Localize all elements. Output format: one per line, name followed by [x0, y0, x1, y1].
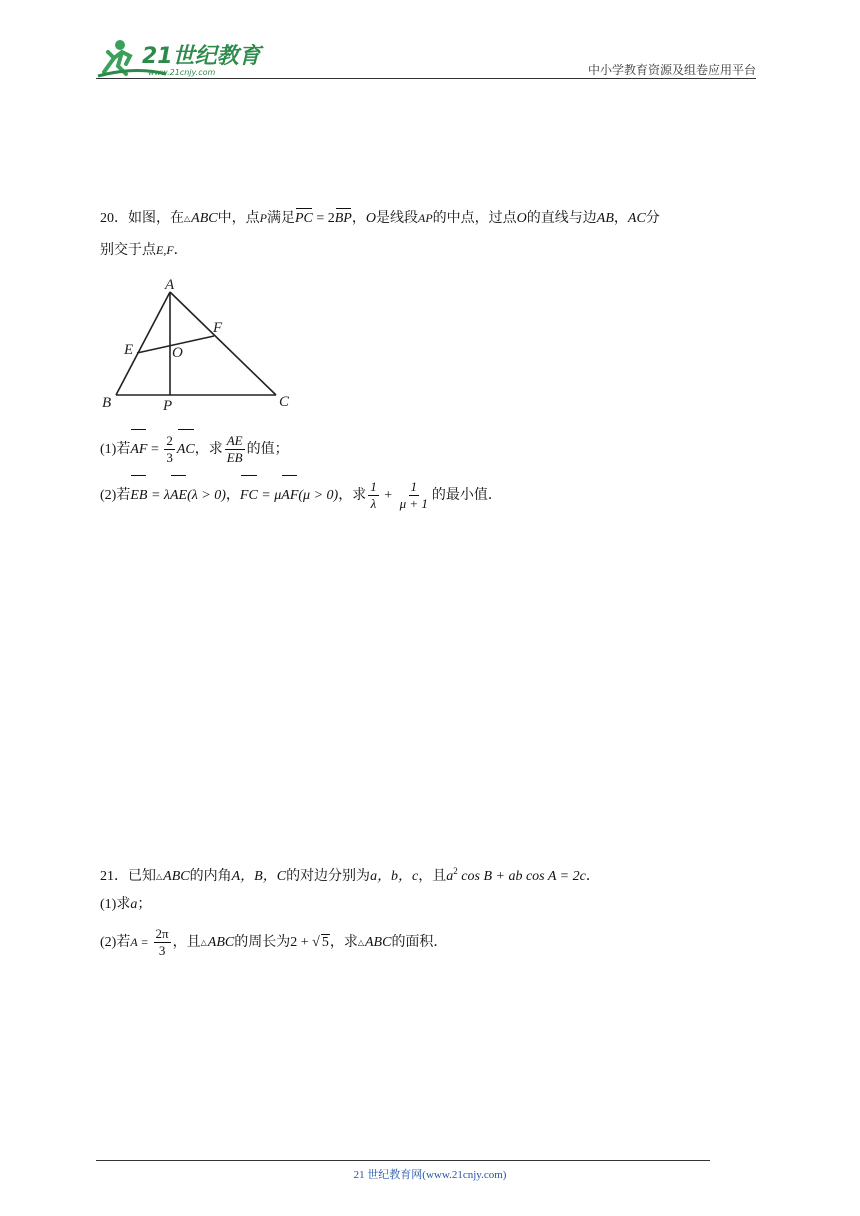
q21-text: 的周长为 — [234, 935, 291, 950]
denominator: μ + 1 — [399, 496, 428, 512]
edge-ab: AB — [596, 211, 614, 226]
q20-text: 如图，在 — [128, 211, 184, 226]
triangle-symbol: △ — [156, 872, 163, 881]
point-p: P — [259, 211, 267, 225]
equals: = — [147, 442, 163, 457]
vector-eb: EB — [130, 474, 147, 516]
point-o: O — [516, 211, 527, 226]
footer-link[interactable]: 21 世纪教育网(www.21cnjy.com) — [353, 1169, 507, 1181]
triangle-symbol: △ — [357, 938, 364, 947]
angles: A，B，C — [231, 869, 287, 884]
q21-text: ； — [137, 897, 152, 912]
vector-bp: BP — [335, 207, 352, 229]
label-f: F — [213, 320, 223, 336]
label-c: C — [279, 394, 290, 410]
q20-text: 是线段 — [375, 211, 418, 226]
site-slogan: 中小学教育资源及组卷应用平台 — [587, 63, 756, 77]
point-o: O — [365, 211, 376, 226]
equation-a: a — [446, 869, 454, 884]
q21-text: 的内角 — [189, 869, 232, 884]
numerator: AE — [226, 433, 243, 449]
triangle-name: ABC — [191, 211, 218, 226]
vector-ae: AE — [170, 474, 187, 516]
lambda-condition: (λ > 0) — [187, 488, 226, 503]
q20-text: ． — [173, 243, 188, 258]
label-o: O — [172, 345, 183, 361]
fraction-two-thirds — [164, 433, 175, 466]
label-e: E — [124, 342, 134, 358]
vector-ac: AC — [177, 428, 195, 470]
q20-text: 满足 — [266, 211, 295, 226]
site-logo — [96, 36, 266, 80]
label-a: A — [165, 277, 175, 293]
part-label: (1)若 — [100, 442, 131, 457]
numerator: 2 — [166, 433, 173, 449]
equation-rest: cos B + ab cos A = 2c — [457, 869, 586, 884]
sqrt-radicand: 5 — [321, 935, 329, 950]
q20-text: ， — [613, 211, 628, 226]
angle-a-eq: A = — [130, 935, 152, 949]
q20-text: ， — [351, 211, 366, 226]
q21-number: 21． — [100, 869, 128, 884]
sqrt-symbol: √ — [312, 935, 320, 950]
denominator: 3 — [158, 943, 166, 959]
q20-part2 — [100, 474, 502, 516]
q20-line1 — [100, 207, 660, 229]
variable-a: a — [130, 897, 138, 912]
q20-text: ，求 — [338, 488, 367, 503]
superscript: 2 — [453, 866, 458, 876]
q21-text: 已知 — [128, 869, 156, 884]
q21-text: ，且 — [172, 935, 201, 950]
vector-fc: FC — [240, 474, 258, 516]
q21-text: 的面积． — [391, 935, 448, 950]
q21-text: ． — [585, 869, 600, 884]
vector-pc: PC — [295, 207, 313, 229]
q20-text: ， — [225, 488, 240, 503]
triangle-figure — [96, 274, 306, 416]
fraction-ae-eb — [225, 433, 245, 466]
logo-text: 21世纪教育 — [142, 44, 261, 69]
q21-part1 — [100, 895, 151, 915]
label-b: B — [102, 395, 112, 411]
logo-url: www.21cnjy.com — [148, 68, 216, 77]
equals-mu: = μ — [257, 488, 282, 503]
label-p: P — [163, 398, 173, 414]
q20-text: 的值； — [246, 442, 289, 457]
part-label: (1)求 — [100, 897, 131, 912]
q21-line1 — [100, 861, 600, 887]
q21-text: ，且 — [418, 869, 447, 884]
q20-line2 — [100, 240, 188, 261]
q20-part1 — [100, 428, 289, 470]
q21-text: ，求 — [329, 935, 358, 950]
equals-lambda: = λ — [147, 488, 170, 503]
points-ef: E,F — [156, 243, 174, 257]
q21-part2 — [100, 922, 447, 963]
mu-condition: (μ > 0) — [298, 488, 339, 503]
q20-number: 20． — [100, 211, 128, 226]
q20-text: 分 — [645, 211, 660, 226]
numerator: 1 — [370, 479, 377, 495]
q20-text: ，求 — [194, 442, 223, 457]
numerator: 2π — [155, 926, 169, 942]
q20-text: 的最小值． — [431, 488, 502, 503]
denominator: EB — [226, 450, 243, 466]
sides: a，b，c — [370, 869, 419, 884]
triangle-symbol: △ — [184, 214, 191, 223]
denominator: λ — [370, 496, 377, 512]
vector-af: AF — [281, 474, 298, 516]
part-label: (2)若 — [100, 935, 131, 950]
vector-af: AF — [130, 428, 147, 470]
triangle-symbol: △ — [200, 938, 207, 947]
fraction-one-over-mu-plus-one — [398, 479, 430, 512]
header-divider — [96, 78, 756, 79]
q20-text: 的直线与边 — [526, 211, 597, 226]
denominator: 3 — [166, 450, 173, 466]
triangle-name: ABC — [207, 935, 235, 950]
part-label: (2)若 — [100, 488, 131, 503]
perimeter-value: 2 + — [290, 935, 313, 950]
segment-ap: AP — [417, 211, 433, 225]
fraction-two-pi-thirds — [154, 926, 171, 959]
footer-divider — [96, 1160, 710, 1161]
plus: + — [380, 488, 396, 503]
triangle-name: ABC — [163, 869, 190, 884]
q21-text: 的对边分别为 — [286, 869, 371, 884]
q20-text: = 2 — [312, 211, 335, 226]
q20-text: 的中点，过点 — [432, 211, 517, 226]
triangle-name: ABC — [364, 935, 392, 950]
fraction-one-over-lambda — [368, 479, 379, 512]
edge-ac: AC — [627, 211, 646, 226]
numerator: 1 — [410, 479, 418, 495]
q20-text: 别交于点 — [100, 243, 156, 258]
side-ac — [170, 292, 276, 395]
q20-text: 中，点 — [217, 211, 260, 226]
